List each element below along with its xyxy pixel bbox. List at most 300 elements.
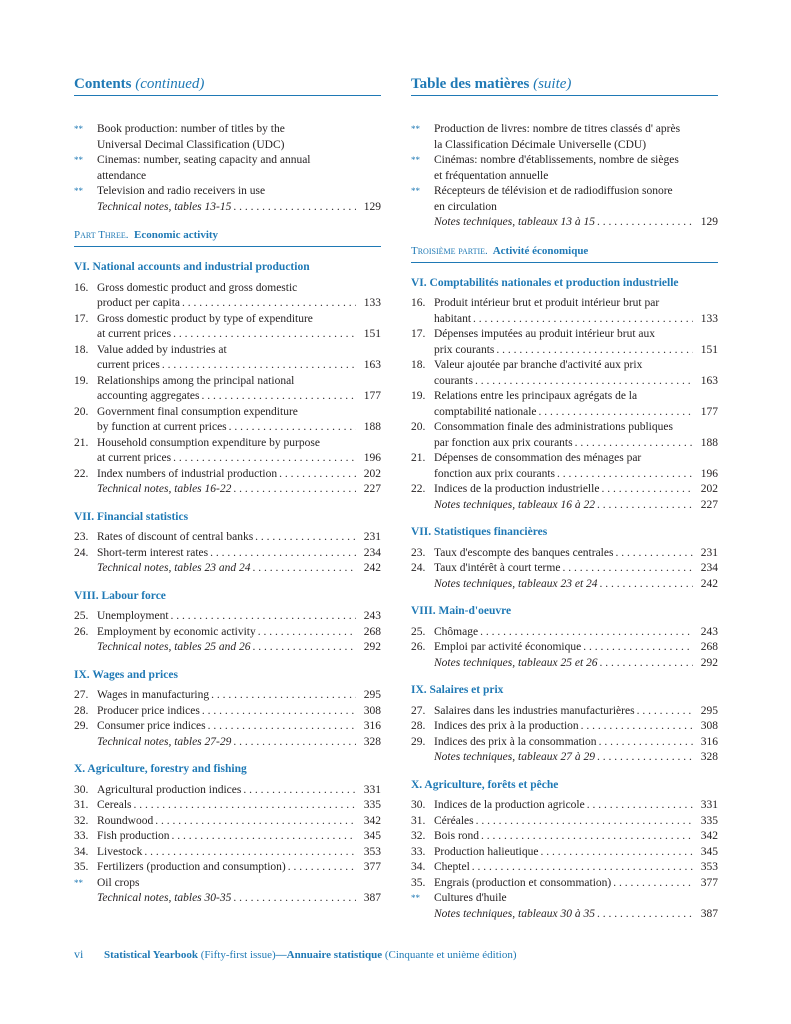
entry-line [434, 735, 718, 751]
entry-number: 32. [74, 814, 89, 827]
entry-line [434, 374, 718, 390]
entry-line [434, 498, 718, 514]
footer-title-en: Statistical Yearbook [104, 949, 199, 961]
page-number: 227 [700, 498, 718, 511]
toc-entry [74, 735, 381, 751]
toc-entry [411, 798, 718, 814]
entry-number: ** [74, 186, 83, 196]
entry-title: Dépenses de consommation des ménages par [434, 452, 642, 464]
entry-number: 16. [74, 281, 89, 294]
entry-line [434, 719, 718, 735]
entry-number: 27. [74, 689, 89, 701]
entry-number: 25. [411, 625, 426, 638]
section-heading: IX. Wages and prices [74, 668, 178, 681]
entry-body [97, 798, 381, 814]
entry-number: 35. [411, 876, 426, 889]
entry-title: Produit intérieur brut et produit intérieur brut par [434, 297, 660, 309]
entry-body [97, 860, 381, 876]
page-footer [74, 947, 516, 962]
entry-number: 34. [74, 845, 89, 858]
page-number: 188 [700, 436, 718, 449]
entry-line [434, 184, 718, 200]
entry-title: Oil crops [97, 876, 140, 889]
dot-leader [172, 829, 356, 845]
entry-title: Bois rond [434, 830, 480, 842]
entry-number: 17. [74, 312, 89, 325]
page-number: 231 [700, 546, 718, 559]
entry-title: Roundwood [97, 814, 154, 827]
entry-line [434, 750, 718, 766]
entry-number: 25. [74, 610, 89, 622]
entry-line [97, 860, 381, 876]
entry-title: Short-term interest rates [97, 546, 209, 559]
page-number: 292 [363, 641, 381, 653]
toc-entry [74, 153, 381, 184]
entry-number [74, 482, 97, 498]
dot-leader [583, 640, 693, 656]
entry-line [434, 312, 718, 328]
entry-body [97, 122, 381, 153]
section-heading: VII. Statistiques financières [411, 526, 548, 538]
entry-title: Technical notes, tables 23 and 24 [97, 562, 251, 574]
french-column [411, 74, 718, 922]
entry-title: fonction aux prix courants [434, 467, 556, 480]
entry-title: Indices des prix à la production [434, 720, 579, 732]
part-prefix: Part Three. [74, 229, 129, 241]
entry-body [97, 814, 381, 830]
entry-number: 35. [74, 861, 89, 873]
entry-title: Employment by economic activity [97, 625, 256, 638]
footer-edition-en: (Fifty-first issue) [200, 949, 276, 961]
entry-title: Chômage [434, 625, 479, 638]
entry-title: at current prices [97, 452, 172, 464]
entry-line [434, 153, 718, 169]
dot-leader [255, 530, 356, 546]
dot-leader [581, 719, 693, 735]
entry-body [434, 327, 718, 358]
page-number: 243 [700, 625, 718, 638]
entry-title: Indices de la production agricole [434, 799, 585, 811]
toc-entry [74, 719, 381, 735]
page-number: 268 [363, 625, 381, 638]
contents-heading [74, 74, 381, 96]
entry-line [434, 451, 718, 467]
entry-body [434, 625, 718, 641]
entry-number: ** [411, 155, 420, 165]
dot-leader [637, 704, 693, 720]
entry-line [97, 625, 381, 641]
dot-leader [202, 704, 356, 720]
page-number: 345 [363, 830, 381, 842]
entry-title: Consumer price indices [97, 720, 206, 732]
entry-title: Technical notes, tables 13-15 [97, 200, 232, 213]
toc-entry [74, 625, 381, 641]
entry-number: 22. [74, 467, 89, 480]
entry-line [434, 215, 718, 231]
entry-number [74, 735, 97, 751]
entry-number: ** [411, 124, 420, 134]
entry-number: 34. [411, 861, 426, 873]
page-number: 227 [363, 483, 381, 495]
entry-line [434, 467, 718, 483]
entry-body [434, 420, 718, 451]
entry-title: Engrais (production et consommation) [434, 876, 612, 889]
toc-entry [411, 327, 718, 358]
entry-line [97, 829, 381, 845]
dot-leader [539, 405, 693, 421]
entry-title: Rates of discount of central banks [97, 531, 254, 543]
sections [411, 276, 718, 923]
toc-entry [74, 343, 381, 374]
entry-title: Production halieutique [434, 845, 539, 858]
entry-line [97, 845, 381, 861]
entry-body [97, 153, 381, 184]
dot-leader [597, 498, 693, 514]
entry-body [434, 845, 718, 861]
entry-line [434, 640, 718, 656]
entry-body [434, 577, 718, 593]
entry-number: 31. [411, 814, 426, 827]
entry-number: 17. [411, 328, 426, 340]
page-number: 196 [363, 452, 381, 464]
entry-title: Cinémas: nombre d'établissements, nombre de sièges [434, 154, 679, 166]
entry-body [97, 640, 381, 656]
entry-title: Book production: number of titles by the [97, 123, 285, 135]
dot-leader [233, 200, 356, 216]
entry-title: Relations entre les principaux agrégats de la [434, 390, 638, 402]
entry-number [411, 907, 434, 923]
entry-number: 21. [74, 436, 89, 449]
entry-body [97, 609, 381, 625]
entry-title: at current prices [97, 328, 172, 340]
page-number: 292 [700, 656, 718, 669]
section-heading: VI. Comptabilités nationales et production industrielle [411, 276, 679, 289]
entry-line [97, 374, 381, 390]
section-heading: VIII. Labour force [74, 589, 166, 602]
entry-number [411, 750, 434, 766]
dot-leader [233, 891, 356, 907]
toc-entry [411, 451, 718, 482]
dot-leader [243, 783, 356, 799]
entry-number: 18. [411, 359, 426, 371]
page-number: 328 [363, 735, 381, 748]
toc-entry [411, 860, 718, 876]
entry-body [434, 814, 718, 830]
entry-line [434, 358, 718, 374]
dot-leader [233, 735, 356, 751]
toc-entry [411, 358, 718, 389]
toc-entry [74, 405, 381, 436]
dot-leader [599, 735, 693, 751]
entry-body [434, 719, 718, 735]
part-prefix: Troisième partie. [411, 244, 488, 257]
toc-entry [74, 546, 381, 562]
entry-body [434, 215, 718, 231]
dot-leader [133, 798, 356, 814]
dot-leader [171, 609, 356, 625]
entry-title: Taux d'intérêt à court terme [434, 562, 561, 574]
entry-title: Government final consumption expenditure [97, 405, 298, 418]
entry-title: product per capita [97, 297, 181, 309]
page-number: 335 [700, 814, 718, 827]
entry-title: accounting aggregates [97, 390, 200, 402]
page-number: 345 [700, 845, 718, 858]
entry-title: comptabilité nationale [434, 405, 537, 418]
section-heading: X. Agriculture, forestry and fishing [74, 763, 247, 775]
entry-number: 29. [74, 720, 89, 732]
toc-entry [411, 498, 718, 514]
toc-entry [74, 609, 381, 625]
pre-entries [74, 122, 381, 215]
heading-text: Contents [74, 76, 132, 92]
entry-title: Gross domestic product and gross domestic [97, 281, 298, 294]
entry-line [434, 860, 718, 876]
entry-body [97, 436, 381, 467]
page-number: 242 [700, 577, 718, 590]
section-heading: VIII. Main-d'oeuvre [411, 605, 512, 617]
entry-number: 33. [411, 845, 426, 858]
entry-line [97, 704, 381, 720]
dot-leader [496, 343, 693, 359]
page-number: 196 [700, 467, 718, 480]
entry-title: Gross domestic product by type of expenditure [97, 312, 313, 325]
entry-body [97, 546, 381, 562]
entry-line [97, 688, 381, 704]
entry-line [97, 482, 381, 498]
entry-title: prix courants [434, 343, 495, 356]
entry-line [97, 153, 381, 169]
dot-leader [173, 451, 356, 467]
entry-number [74, 891, 97, 907]
page-number: 295 [700, 704, 718, 717]
toc-entry [74, 640, 381, 656]
toc-entry [74, 845, 381, 861]
entry-line [97, 405, 381, 421]
entry-number: ** [74, 124, 83, 134]
dot-leader [562, 561, 693, 577]
entry-number: 31. [74, 799, 89, 811]
entry-title: current prices [97, 359, 160, 371]
entry-line [97, 420, 381, 436]
toc-entry [74, 374, 381, 405]
entry-line [97, 719, 381, 735]
entry-title: Production de livres: nombre de titres classés d' après [434, 123, 681, 135]
entry-body [97, 719, 381, 735]
entry-number: 23. [74, 531, 89, 543]
sections [74, 260, 381, 907]
entry-line [97, 389, 381, 405]
entry-body [434, 451, 718, 482]
entry-line [434, 876, 718, 892]
page-number: 331 [700, 799, 718, 811]
toc-entry [411, 296, 718, 327]
entry-body [97, 891, 381, 907]
entry-number: 27. [411, 704, 426, 717]
entry-body [434, 358, 718, 389]
entry-body [97, 184, 381, 200]
entry-line [97, 546, 381, 562]
entry-body [434, 860, 718, 876]
footer-title-fr: Annuaire statistique [286, 949, 383, 961]
page-number: 328 [700, 751, 718, 763]
toc-entry [411, 184, 718, 215]
entry-line [434, 169, 718, 185]
page-number: 151 [363, 328, 381, 340]
entry-line [97, 281, 381, 297]
entry-number: 33. [74, 830, 89, 842]
entry-number: ** [411, 893, 420, 903]
entry-body [97, 561, 381, 577]
entry-body [97, 343, 381, 374]
entry-line [434, 577, 718, 593]
entry-line [434, 405, 718, 421]
entry-line [434, 561, 718, 577]
dot-leader [253, 640, 356, 656]
entry-number: 32. [411, 830, 426, 842]
entry-number [411, 577, 434, 593]
dot-leader [475, 374, 693, 390]
entry-title: et fréquentation annuelle [434, 169, 549, 182]
toc-entry [74, 783, 381, 799]
entry-title: Notes techniques, tableaux 27 à 29 [434, 751, 595, 763]
page-number: 353 [363, 845, 381, 858]
entry-title: Récepteurs de télévision et de radiodiffusion sonore [434, 185, 673, 197]
entry-line [434, 845, 718, 861]
entry-line [97, 169, 381, 185]
page-number: 295 [363, 689, 381, 701]
dot-leader [587, 798, 693, 814]
entry-line [434, 482, 718, 498]
toc-entry [411, 735, 718, 751]
toc-entry [411, 420, 718, 451]
entry-body [97, 374, 381, 405]
entry-line [434, 389, 718, 405]
entry-body [434, 798, 718, 814]
entry-body [97, 876, 381, 892]
entry-line [97, 640, 381, 656]
entry-line [97, 467, 381, 483]
page-number: 188 [363, 421, 381, 433]
entry-line [97, 876, 381, 892]
toc-entry [411, 122, 718, 153]
entry-body [434, 704, 718, 720]
dot-leader [288, 860, 356, 876]
entry-line [97, 436, 381, 452]
entry-number: 19. [411, 390, 426, 402]
toc-entry [74, 561, 381, 577]
entry-line [97, 312, 381, 328]
dot-leader [600, 577, 693, 593]
part-heading [411, 243, 718, 263]
toc-entry [74, 829, 381, 845]
page-number: 234 [363, 546, 381, 559]
entry-line [434, 138, 718, 154]
entry-line [97, 343, 381, 359]
page-number: 177 [700, 405, 718, 418]
part-title: Activité économique [492, 244, 589, 257]
entry-title: by function at current prices [97, 421, 227, 433]
entry-title: Technical notes, tables 16-22 [97, 483, 232, 495]
page-number: 177 [363, 390, 381, 402]
entry-title: Fertilizers (production and consumption) [97, 861, 286, 873]
page-number: 129 [700, 216, 718, 228]
entry-title: Technical notes, tables 30-35 [97, 892, 232, 904]
entry-number: 24. [411, 562, 426, 574]
heading-text: Table des matières [411, 76, 530, 92]
entry-body [97, 625, 381, 641]
entry-body [97, 704, 381, 720]
heading-suffix: (continued) [135, 76, 205, 92]
page-number: 331 [363, 783, 381, 796]
section-heading: VII. Financial statistics [74, 510, 189, 523]
toc-entry [411, 829, 718, 845]
entry-line [434, 122, 718, 138]
entry-body [434, 546, 718, 562]
entry-title: Cinemas: number, seating capacity and annual [97, 154, 311, 166]
entry-title: Taux d'escompte des banques centrales [434, 546, 614, 559]
entry-number: 28. [411, 720, 426, 732]
entry-title: habitant [434, 312, 472, 325]
entry-title: Indices des prix à la consommation [434, 735, 597, 748]
entry-title: Livestock [97, 845, 143, 858]
entry-title: Universal Decimal Classification (UDC) [97, 138, 285, 151]
entry-line [97, 358, 381, 374]
footer-separator: — [275, 949, 287, 961]
page-number: 342 [363, 814, 381, 827]
entry-title: Agricultural production indices [97, 783, 242, 796]
toc-entry [74, 467, 381, 483]
entry-line [97, 327, 381, 343]
dot-leader [480, 625, 693, 641]
entry-body [434, 153, 718, 184]
page-number: 242 [363, 562, 381, 574]
entry-number: 30. [411, 799, 426, 811]
entry-title: Cultures d'huile [434, 892, 507, 904]
entry-title: Value added by industries at [97, 343, 227, 356]
page-number: 243 [363, 610, 381, 622]
entry-number: 30. [74, 783, 89, 796]
entry-title: Cheptel [434, 861, 470, 873]
entry-line [97, 451, 381, 467]
entry-body [97, 200, 381, 216]
entry-body [97, 783, 381, 799]
entry-title: la Classification Décimale Universelle (CDU) [434, 138, 647, 151]
dot-leader [597, 215, 693, 231]
entry-number [411, 215, 434, 231]
page-number: 353 [700, 861, 718, 873]
entry-title: en circulation [434, 200, 497, 213]
entry-line [97, 798, 381, 814]
entry-line [434, 546, 718, 562]
dot-leader [233, 482, 356, 498]
dot-leader [279, 467, 356, 483]
entry-number: ** [74, 155, 83, 165]
entry-title: par fonction aux prix courants [434, 436, 573, 449]
entry-title: Dépenses imputées au produit intérieur brut aux [434, 328, 655, 340]
page-number: 234 [700, 562, 718, 574]
entry-line [434, 420, 718, 436]
toc-entry [74, 860, 381, 876]
entry-line [97, 138, 381, 154]
entry-line [97, 122, 381, 138]
entry-body [97, 405, 381, 436]
page-number: 231 [363, 531, 381, 543]
contents-heading [411, 74, 718, 96]
entry-title: Index numbers of industrial production [97, 467, 278, 480]
section-heading: X. Agriculture, forêts et pêche [411, 778, 559, 791]
entry-body [97, 688, 381, 704]
toc-entry [411, 814, 718, 830]
